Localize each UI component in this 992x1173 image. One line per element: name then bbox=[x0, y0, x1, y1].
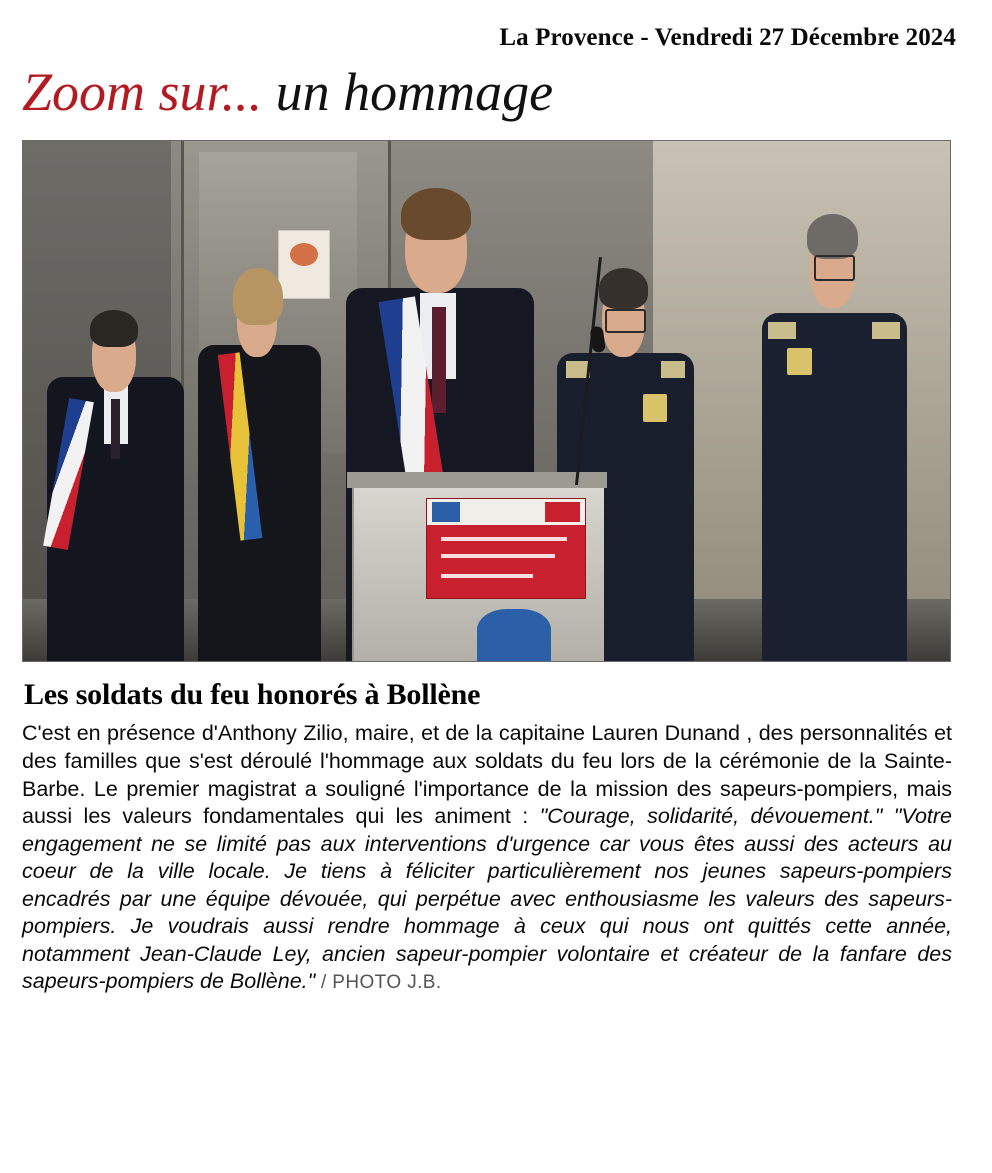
person-officer-center-epaulette-right bbox=[661, 361, 685, 377]
person-woman-body bbox=[198, 345, 320, 661]
person-left-tie bbox=[111, 399, 120, 459]
person-officer-right-epaulette-right bbox=[872, 322, 900, 340]
podium-top bbox=[347, 472, 607, 488]
podium-plaque-header bbox=[427, 499, 585, 525]
photo-credit: / PHOTO J.B. bbox=[315, 972, 442, 994]
article-paragraph-intro: C'est en présence d'Anthony Zilio, maire, et de la capitaine Lauren Dunand , des personnalités et des familles que s'est déroulé l'hommage aux soldats du feu lors de la cérémonie de la Sainte-Barbe. Le premier magistrat a souligné l'importance de la mission des sapeurs-pompiers, mais aussi les valeurs fondamentales qui les animent : bbox=[22, 721, 952, 829]
article-quote-1: "Courage, solidarité, dévouement." bbox=[539, 804, 883, 829]
person-officer-right-epaulette bbox=[768, 322, 796, 340]
person-officer-right-glasses bbox=[814, 255, 856, 281]
person-woman-hair bbox=[233, 268, 283, 325]
article-body bbox=[0, 712, 992, 995]
podium-plaque-line-3 bbox=[441, 574, 532, 578]
photo-scene bbox=[23, 141, 950, 661]
page-title-subject: un hommage bbox=[262, 62, 554, 122]
person-officer-right-hair bbox=[807, 214, 857, 259]
podium-plaque-line-2 bbox=[441, 554, 554, 558]
person-officer-right bbox=[755, 214, 913, 661]
person-woman-sash bbox=[190, 256, 329, 662]
person-left-hair bbox=[90, 310, 137, 347]
podium-emblem bbox=[477, 609, 551, 661]
person-left-sash bbox=[42, 287, 190, 661]
podium-plaque-red-logo bbox=[545, 502, 580, 522]
podium-plaque bbox=[426, 498, 586, 599]
masthead-date: La Provence - Vendredi 27 Décembre 2024 bbox=[499, 24, 956, 51]
person-officer-center-medal bbox=[643, 394, 667, 422]
person-speaker-tie bbox=[432, 307, 446, 412]
person-speaker-hair bbox=[401, 188, 470, 241]
page-title bbox=[0, 52, 992, 122]
person-officer-right-medal bbox=[787, 348, 812, 375]
person-officer-center-glasses bbox=[605, 309, 646, 333]
article-headline: Les soldats du feu honorés à Bollène bbox=[24, 678, 481, 712]
podium-plaque-line-1 bbox=[441, 537, 567, 541]
article-quote-2: "Votre engagement ne se limité pas aux interventions d'urgence car vous êtes aussi des acteurs au coeur de la ville locale. Je tiens à féliciter particulièrement nos jeunes sapeurs-pompiers encadrés par une équipe dévouée, qui perpétue avec enthousiasme les valeurs des sapeurs-pompiers. Je voudrais aussi rendre hommage à ceux qui nous ont quittés cette année, notamment Jean-Claude Ley, ancien sapeur-pompier volontaire et créateur de la fanfare des sapeurs-pompiers de Bollène." bbox=[22, 804, 952, 994]
podium-plaque-blue-logo bbox=[432, 502, 460, 522]
article-photo bbox=[22, 140, 951, 662]
person-officer-right-body bbox=[762, 313, 907, 662]
page-title-accent: Zoom sur... bbox=[22, 62, 263, 122]
person-officer-center-hair bbox=[599, 268, 648, 309]
